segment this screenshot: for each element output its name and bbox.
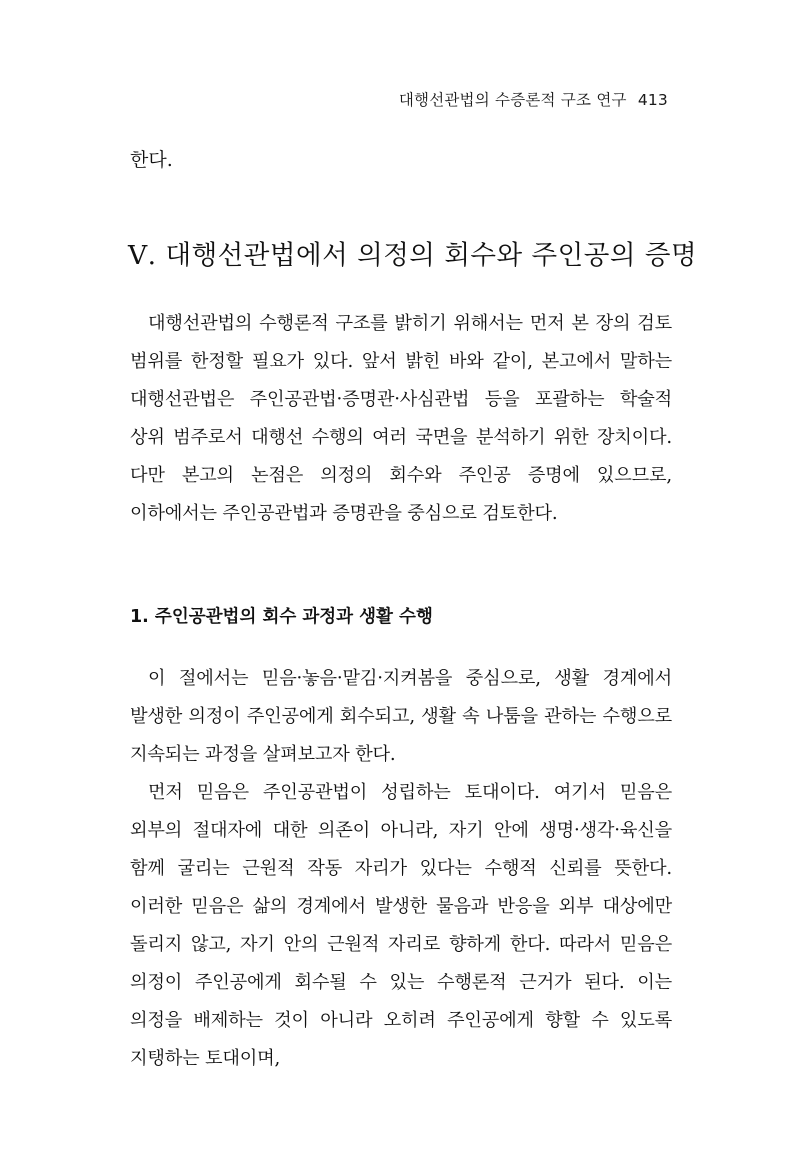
running-header (399, 88, 668, 110)
subsection-heading: 1. 주인공관법의 회수 과정과 생활 수행 (130, 607, 433, 627)
body-paragraph: 먼저 믿음은 주인공관법이 성립하는 토대이다. 여기서 믿음은 외부의 절대자에 대한 의존이 아니라, 자기 안에 생명·생각·육신을 함께 굴리는 근원적 작동 자리가 있다는 수행적 신뢰를 뜻한다. 이러한 믿음은 삶의 경계에서 발생한 물음과 반응을 외부 대상에만 돌리지 않고, 자기 안의 근원적 자리로 향하게 한다. 따라서 믿음은 의정이 주인공에게 회수될 수 있는 수행론적 근거가 된다. 이는 의정을 배제하는 것이 아니라 오히려 주인공에게 향할 수 있도록 지탱하는 토대이며, (130, 782, 672, 1069)
running-title: 대행선관법의 수증론적 구조 연구 (398, 91, 627, 109)
page-number: 413 (637, 91, 668, 109)
paragraph-continuation: 한다. (130, 149, 173, 171)
body-paragraph: 대행선관법의 수행론적 구조를 밝히기 위해서는 먼저 본 장의 검토 범위를 한정할 필요가 있다. 앞서 밝힌 바와 같이, 본고에서 말하는 대행선관법은 주인공관법·증명관·사심관법 등을 포괄하는 학술적 상위 범주로서 대행선 수행의 여러 국면을 분석하기 위한 장치이다. 다만 본고의 논점은 의정의 회수와 주인공 증명에 있으므로, 이하에서는 주인공관법과 증명관을 중심으로 검토한다. (130, 313, 672, 524)
section-heading: Ⅴ. 대행선관법에서 의정의 회수와 주인공의 증명 (128, 240, 698, 271)
body-paragraph: 이 절에서는 믿음·놓음·맡김·지켜봄을 중심으로, 생활 경계에서 발생한 의정이 주인공에게 회수되고, 생활 속 나툼을 관하는 수행으로 지속되는 과정을 살펴보고자 한다. (130, 668, 672, 765)
